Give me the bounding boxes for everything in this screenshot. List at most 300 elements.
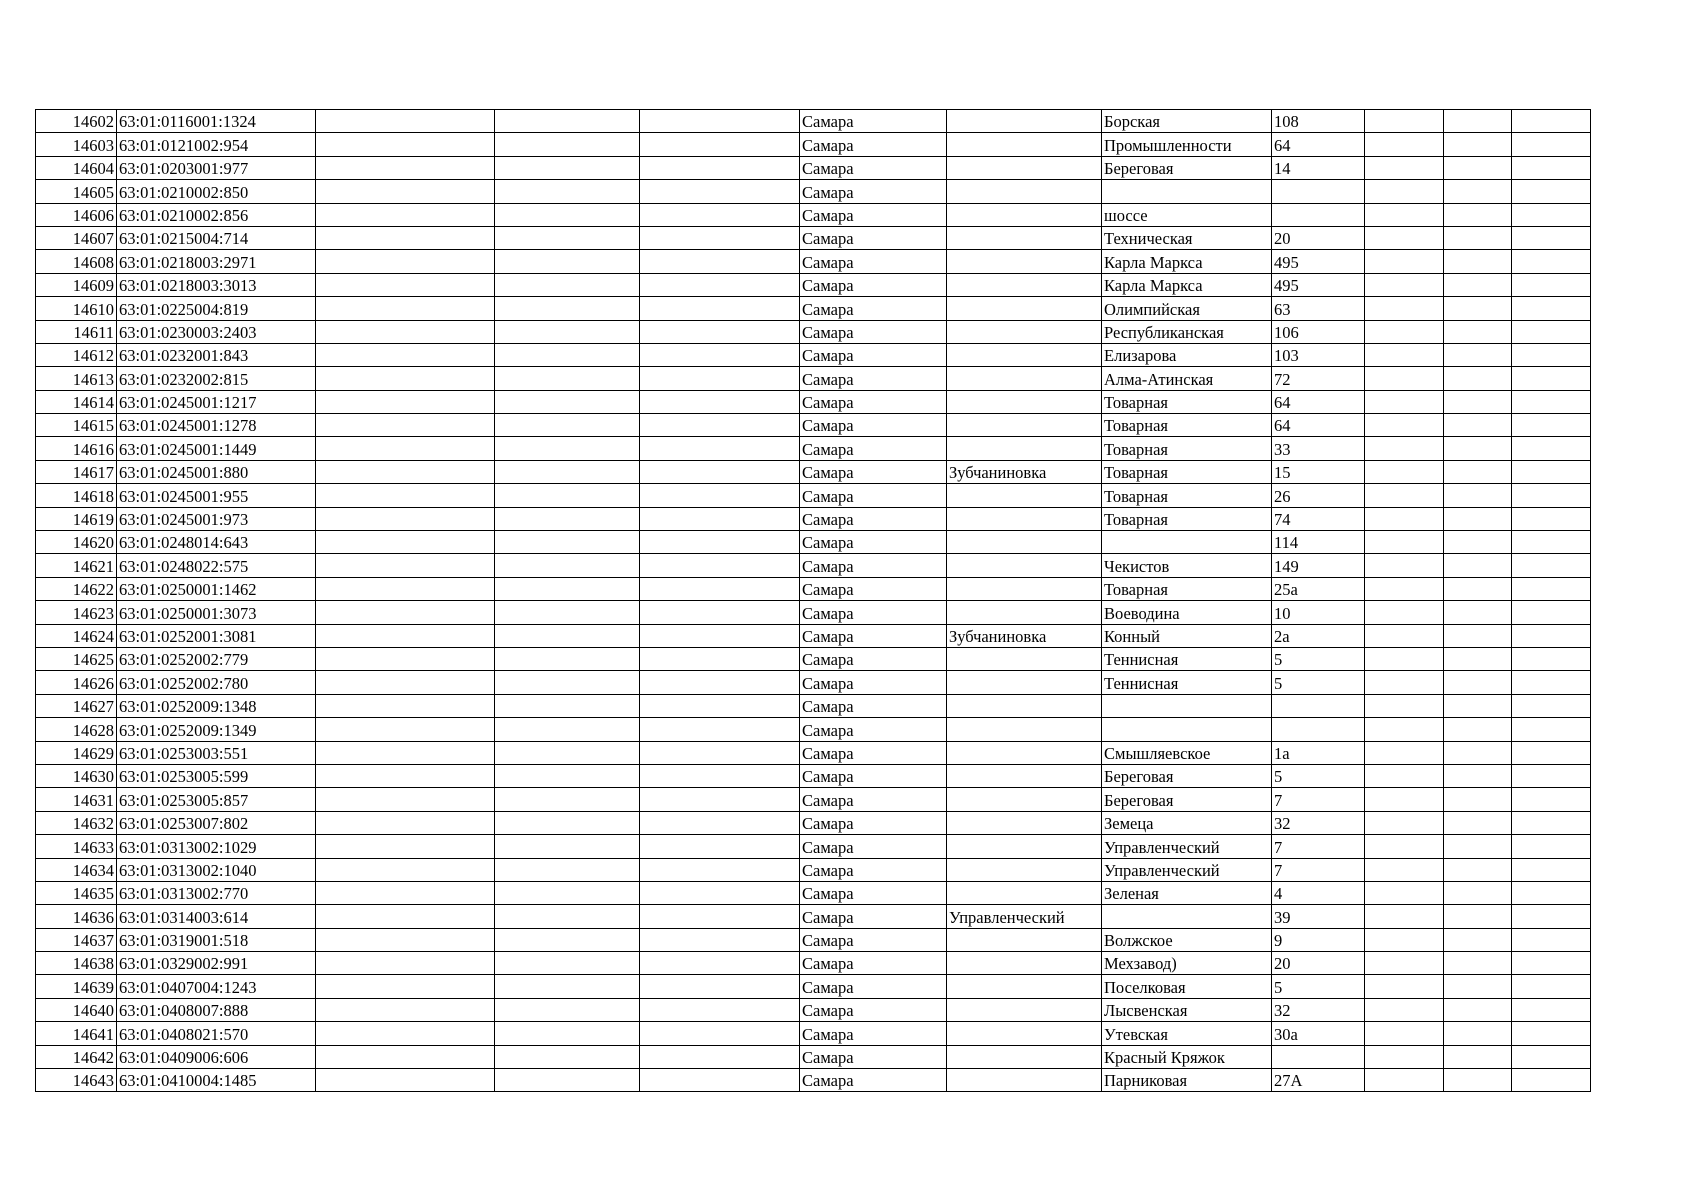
district-cell [947, 554, 1102, 577]
empty-cell [640, 858, 800, 881]
empty-cell [640, 694, 800, 717]
empty-cell [1512, 250, 1591, 273]
empty-cell [640, 601, 800, 624]
district-cell [947, 835, 1102, 858]
empty-cell [1444, 1069, 1512, 1092]
house-number-cell: 5 [1272, 764, 1365, 787]
row-number-cell: 14618 [36, 484, 117, 507]
empty-cell [316, 343, 495, 366]
cadastral-number-cell: 63:01:0252009:1348 [117, 694, 316, 717]
empty-cell [1444, 133, 1512, 156]
empty-cell [1365, 226, 1444, 249]
row-number-cell: 14604 [36, 156, 117, 179]
street-cell: Земеца [1102, 811, 1272, 834]
empty-cell [1365, 694, 1444, 717]
empty-cell [495, 180, 640, 203]
empty-cell [495, 928, 640, 951]
empty-cell [1444, 671, 1512, 694]
empty-cell [1512, 577, 1591, 600]
empty-cell [495, 741, 640, 764]
empty-cell [316, 905, 495, 928]
district-cell [947, 320, 1102, 343]
house-number-cell: 103 [1272, 343, 1365, 366]
empty-cell [1365, 671, 1444, 694]
empty-cell [1365, 437, 1444, 460]
city-cell: Самара [800, 460, 947, 483]
row-number-cell: 14625 [36, 647, 117, 670]
city-cell: Самара [800, 764, 947, 787]
cadastral-number-cell: 63:01:0210002:850 [117, 180, 316, 203]
street-cell: Теннисная [1102, 647, 1272, 670]
empty-cell [1512, 484, 1591, 507]
empty-cell [316, 788, 495, 811]
row-number-cell: 14619 [36, 507, 117, 530]
empty-cell [640, 531, 800, 554]
empty-cell [1365, 554, 1444, 577]
empty-cell [1444, 367, 1512, 390]
empty-cell [640, 718, 800, 741]
city-cell: Самара [800, 694, 947, 717]
empty-cell [640, 975, 800, 998]
empty-cell [1512, 764, 1591, 787]
empty-cell [316, 647, 495, 670]
empty-cell [1512, 531, 1591, 554]
street-cell: Парниковая [1102, 1069, 1272, 1092]
table-row [36, 414, 1591, 437]
street-cell [1102, 694, 1272, 717]
row-number-cell: 14636 [36, 905, 117, 928]
empty-cell [316, 741, 495, 764]
empty-cell [316, 577, 495, 600]
empty-cell [1512, 952, 1591, 975]
empty-cell [640, 180, 800, 203]
house-number-cell: 495 [1272, 273, 1365, 296]
empty-cell [1512, 390, 1591, 413]
empty-cell [640, 788, 800, 811]
empty-cell [1365, 250, 1444, 273]
empty-cell [495, 998, 640, 1021]
district-cell [947, 531, 1102, 554]
empty-cell [1444, 343, 1512, 366]
empty-cell [1444, 694, 1512, 717]
district-cell: Зубчаниновка [947, 624, 1102, 647]
house-number-cell: 64 [1272, 133, 1365, 156]
register-body [36, 110, 1591, 1092]
empty-cell [495, 694, 640, 717]
table-row [36, 1069, 1591, 1092]
empty-cell [1512, 647, 1591, 670]
table-row [36, 671, 1591, 694]
street-cell: Товарная [1102, 437, 1272, 460]
empty-cell [316, 624, 495, 647]
cadastral-number-cell: 63:01:0245001:973 [117, 507, 316, 530]
house-number-cell: 74 [1272, 507, 1365, 530]
empty-cell [495, 273, 640, 296]
empty-cell [640, 250, 800, 273]
empty-cell [495, 788, 640, 811]
empty-cell [640, 1022, 800, 1045]
house-number-cell: 20 [1272, 952, 1365, 975]
empty-cell [495, 718, 640, 741]
table-row [36, 952, 1591, 975]
cadastral-number-cell: 63:01:0245001:1449 [117, 437, 316, 460]
empty-cell [1512, 1069, 1591, 1092]
table-row [36, 694, 1591, 717]
city-cell: Самара [800, 110, 947, 133]
city-cell: Самара [800, 343, 947, 366]
district-cell [947, 414, 1102, 437]
table-row [36, 998, 1591, 1021]
empty-cell [1444, 531, 1512, 554]
table-row [36, 577, 1591, 600]
empty-cell [1512, 273, 1591, 296]
empty-cell [1512, 414, 1591, 437]
house-number-cell: 149 [1272, 554, 1365, 577]
empty-cell [1444, 624, 1512, 647]
house-number-cell: 7 [1272, 788, 1365, 811]
empty-cell [640, 1069, 800, 1092]
row-number-cell: 14621 [36, 554, 117, 577]
empty-cell [1444, 718, 1512, 741]
empty-cell [640, 928, 800, 951]
empty-cell [495, 531, 640, 554]
empty-cell [1365, 203, 1444, 226]
empty-cell [1365, 531, 1444, 554]
table-row [36, 741, 1591, 764]
empty-cell [316, 110, 495, 133]
empty-cell [1365, 788, 1444, 811]
empty-cell [1444, 764, 1512, 787]
row-number-cell: 14612 [36, 343, 117, 366]
city-cell: Самара [800, 203, 947, 226]
empty-cell [1444, 1045, 1512, 1068]
street-cell: Береговая [1102, 788, 1272, 811]
empty-cell [1444, 975, 1512, 998]
empty-cell [1444, 811, 1512, 834]
city-cell: Самара [800, 601, 947, 624]
district-cell [947, 671, 1102, 694]
district-cell [947, 250, 1102, 273]
empty-cell [1444, 741, 1512, 764]
table-row [36, 835, 1591, 858]
table-row [36, 764, 1591, 787]
house-number-cell: 5 [1272, 647, 1365, 670]
row-number-cell: 14602 [36, 110, 117, 133]
empty-cell [495, 156, 640, 179]
table-row [36, 601, 1591, 624]
row-number-cell: 14624 [36, 624, 117, 647]
empty-cell [640, 273, 800, 296]
empty-cell [640, 203, 800, 226]
row-number-cell: 14626 [36, 671, 117, 694]
house-number-cell: 495 [1272, 250, 1365, 273]
row-number-cell: 14642 [36, 1045, 117, 1068]
empty-cell [1365, 1069, 1444, 1092]
empty-cell [316, 952, 495, 975]
empty-cell [1365, 484, 1444, 507]
empty-cell [316, 507, 495, 530]
cadastral-number-cell: 63:01:0409006:606 [117, 1045, 316, 1068]
table-row [36, 133, 1591, 156]
table-row [36, 390, 1591, 413]
city-cell: Самара [800, 554, 947, 577]
house-number-cell: 114 [1272, 531, 1365, 554]
empty-cell [1444, 414, 1512, 437]
district-cell [947, 788, 1102, 811]
street-cell: Товарная [1102, 390, 1272, 413]
empty-cell [1512, 601, 1591, 624]
row-number-cell: 14628 [36, 718, 117, 741]
document-page [35, 109, 1591, 1092]
street-cell: Конный [1102, 624, 1272, 647]
street-cell: Управленческий [1102, 835, 1272, 858]
cadastral-number-cell: 63:01:0253005:857 [117, 788, 316, 811]
empty-cell [495, 601, 640, 624]
empty-cell [316, 203, 495, 226]
cadastral-number-cell: 63:01:0215004:714 [117, 226, 316, 249]
table-row [36, 297, 1591, 320]
district-cell [947, 881, 1102, 904]
city-cell: Самара [800, 788, 947, 811]
empty-cell [640, 320, 800, 343]
empty-cell [1365, 133, 1444, 156]
empty-cell [495, 764, 640, 787]
empty-cell [1512, 928, 1591, 951]
city-cell: Самара [800, 1022, 947, 1045]
empty-cell [495, 858, 640, 881]
empty-cell [1512, 156, 1591, 179]
street-cell: Управленческий [1102, 858, 1272, 881]
city-cell: Самара [800, 414, 947, 437]
empty-cell [316, 671, 495, 694]
empty-cell [1444, 320, 1512, 343]
street-cell: Алма-Атинская [1102, 367, 1272, 390]
row-number-cell: 14614 [36, 390, 117, 413]
table-row [36, 226, 1591, 249]
house-number-cell: 108 [1272, 110, 1365, 133]
street-cell: Утевская [1102, 1022, 1272, 1045]
district-cell [947, 226, 1102, 249]
city-cell: Самара [800, 952, 947, 975]
cadastral-number-cell: 63:01:0252002:779 [117, 647, 316, 670]
empty-cell [640, 998, 800, 1021]
city-cell: Самара [800, 998, 947, 1021]
empty-cell [1444, 484, 1512, 507]
city-cell: Самара [800, 858, 947, 881]
cadastral-number-cell: 63:01:0245001:1278 [117, 414, 316, 437]
row-number-cell: 14611 [36, 320, 117, 343]
empty-cell [316, 764, 495, 787]
empty-cell [1444, 554, 1512, 577]
empty-cell [495, 484, 640, 507]
house-number-cell: 5 [1272, 671, 1365, 694]
house-number-cell: 5 [1272, 975, 1365, 998]
table-row [36, 811, 1591, 834]
empty-cell [1365, 601, 1444, 624]
row-number-cell: 14615 [36, 414, 117, 437]
empty-cell [316, 484, 495, 507]
empty-cell [1365, 811, 1444, 834]
district-cell [947, 1069, 1102, 1092]
empty-cell [1512, 671, 1591, 694]
empty-cell [316, 133, 495, 156]
street-cell: Товарная [1102, 414, 1272, 437]
empty-cell [1512, 507, 1591, 530]
empty-cell [495, 343, 640, 366]
district-cell [947, 764, 1102, 787]
table-row [36, 180, 1591, 203]
empty-cell [495, 1022, 640, 1045]
empty-cell [640, 507, 800, 530]
city-cell: Самара [800, 881, 947, 904]
row-number-cell: 14627 [36, 694, 117, 717]
empty-cell [640, 367, 800, 390]
empty-cell [640, 577, 800, 600]
street-cell: Техническая [1102, 226, 1272, 249]
cadastral-number-cell: 63:01:0252001:3081 [117, 624, 316, 647]
city-cell: Самара [800, 226, 947, 249]
empty-cell [1444, 647, 1512, 670]
cadastral-number-cell: 63:01:0410004:1485 [117, 1069, 316, 1092]
empty-cell [1512, 203, 1591, 226]
empty-cell [316, 460, 495, 483]
empty-cell [1365, 1045, 1444, 1068]
house-number-cell [1272, 1045, 1365, 1068]
empty-cell [495, 554, 640, 577]
empty-cell [495, 975, 640, 998]
empty-cell [316, 694, 495, 717]
empty-cell [1444, 226, 1512, 249]
empty-cell [1512, 1045, 1591, 1068]
cadastral-number-cell: 63:01:0407004:1243 [117, 975, 316, 998]
district-cell [947, 180, 1102, 203]
empty-cell [1365, 952, 1444, 975]
row-number-cell: 14609 [36, 273, 117, 296]
house-number-cell: 20 [1272, 226, 1365, 249]
empty-cell [316, 390, 495, 413]
empty-cell [640, 952, 800, 975]
city-cell: Самара [800, 250, 947, 273]
city-cell: Самара [800, 320, 947, 343]
empty-cell [1512, 460, 1591, 483]
empty-cell [1365, 110, 1444, 133]
city-cell: Самара [800, 484, 947, 507]
cadastral-number-cell: 63:01:0253007:802 [117, 811, 316, 834]
cadastral-number-cell: 63:01:0313002:770 [117, 881, 316, 904]
street-cell: Поселковая [1102, 975, 1272, 998]
cadastral-number-cell: 63:01:0252002:780 [117, 671, 316, 694]
empty-cell [1365, 998, 1444, 1021]
district-cell [947, 437, 1102, 460]
row-number-cell: 14638 [36, 952, 117, 975]
street-cell: Красный Кряжок [1102, 1045, 1272, 1068]
empty-cell [495, 110, 640, 133]
empty-cell [316, 718, 495, 741]
house-number-cell: 25а [1272, 577, 1365, 600]
table-row [36, 624, 1591, 647]
empty-cell [316, 320, 495, 343]
district-cell [947, 1022, 1102, 1045]
house-number-cell: 10 [1272, 601, 1365, 624]
city-cell: Самара [800, 180, 947, 203]
empty-cell [1512, 624, 1591, 647]
empty-cell [640, 156, 800, 179]
empty-cell [1512, 881, 1591, 904]
city-cell: Самара [800, 718, 947, 741]
house-number-cell [1272, 694, 1365, 717]
empty-cell [1444, 998, 1512, 1021]
empty-cell [316, 367, 495, 390]
street-cell: Товарная [1102, 577, 1272, 600]
city-cell: Самара [800, 905, 947, 928]
empty-cell [316, 226, 495, 249]
empty-cell [1512, 297, 1591, 320]
empty-cell [640, 414, 800, 437]
empty-cell [495, 835, 640, 858]
city-cell: Самара [800, 133, 947, 156]
house-number-cell [1272, 180, 1365, 203]
street-cell: Борская [1102, 110, 1272, 133]
empty-cell [640, 881, 800, 904]
empty-cell [1365, 460, 1444, 483]
cadastral-number-cell: 63:01:0250001:3073 [117, 601, 316, 624]
empty-cell [640, 484, 800, 507]
street-cell: Олимпийская [1102, 297, 1272, 320]
row-number-cell: 14606 [36, 203, 117, 226]
district-cell [947, 718, 1102, 741]
district-cell [947, 858, 1102, 881]
city-cell: Самара [800, 1045, 947, 1068]
district-cell [947, 367, 1102, 390]
city-cell: Самара [800, 577, 947, 600]
row-number-cell: 14617 [36, 460, 117, 483]
cadastral-number-cell: 63:01:0319001:518 [117, 928, 316, 951]
empty-cell [1365, 741, 1444, 764]
empty-cell [1444, 881, 1512, 904]
house-number-cell [1272, 203, 1365, 226]
city-cell: Самара [800, 531, 947, 554]
house-number-cell: 1а [1272, 741, 1365, 764]
empty-cell [1512, 437, 1591, 460]
table-row [36, 1022, 1591, 1045]
empty-cell [316, 601, 495, 624]
empty-cell [1512, 788, 1591, 811]
empty-cell [1512, 718, 1591, 741]
table-row [36, 250, 1591, 273]
city-cell: Самара [800, 297, 947, 320]
cadastral-number-cell: 63:01:0245001:1217 [117, 390, 316, 413]
house-number-cell: 15 [1272, 460, 1365, 483]
table-row [36, 343, 1591, 366]
empty-cell [640, 647, 800, 670]
empty-cell [1512, 133, 1591, 156]
empty-cell [495, 414, 640, 437]
city-cell: Самара [800, 671, 947, 694]
district-cell [947, 297, 1102, 320]
table-row [36, 484, 1591, 507]
empty-cell [1512, 110, 1591, 133]
empty-cell [1365, 764, 1444, 787]
empty-cell [316, 1069, 495, 1092]
district-cell [947, 203, 1102, 226]
table-row [36, 905, 1591, 928]
empty-cell [316, 835, 495, 858]
district-cell: Зубчаниновка [947, 460, 1102, 483]
row-number-cell: 14620 [36, 531, 117, 554]
house-number-cell: 4 [1272, 881, 1365, 904]
cadastral-number-cell: 63:01:0203001:977 [117, 156, 316, 179]
cadastral-number-cell: 63:01:0245001:880 [117, 460, 316, 483]
